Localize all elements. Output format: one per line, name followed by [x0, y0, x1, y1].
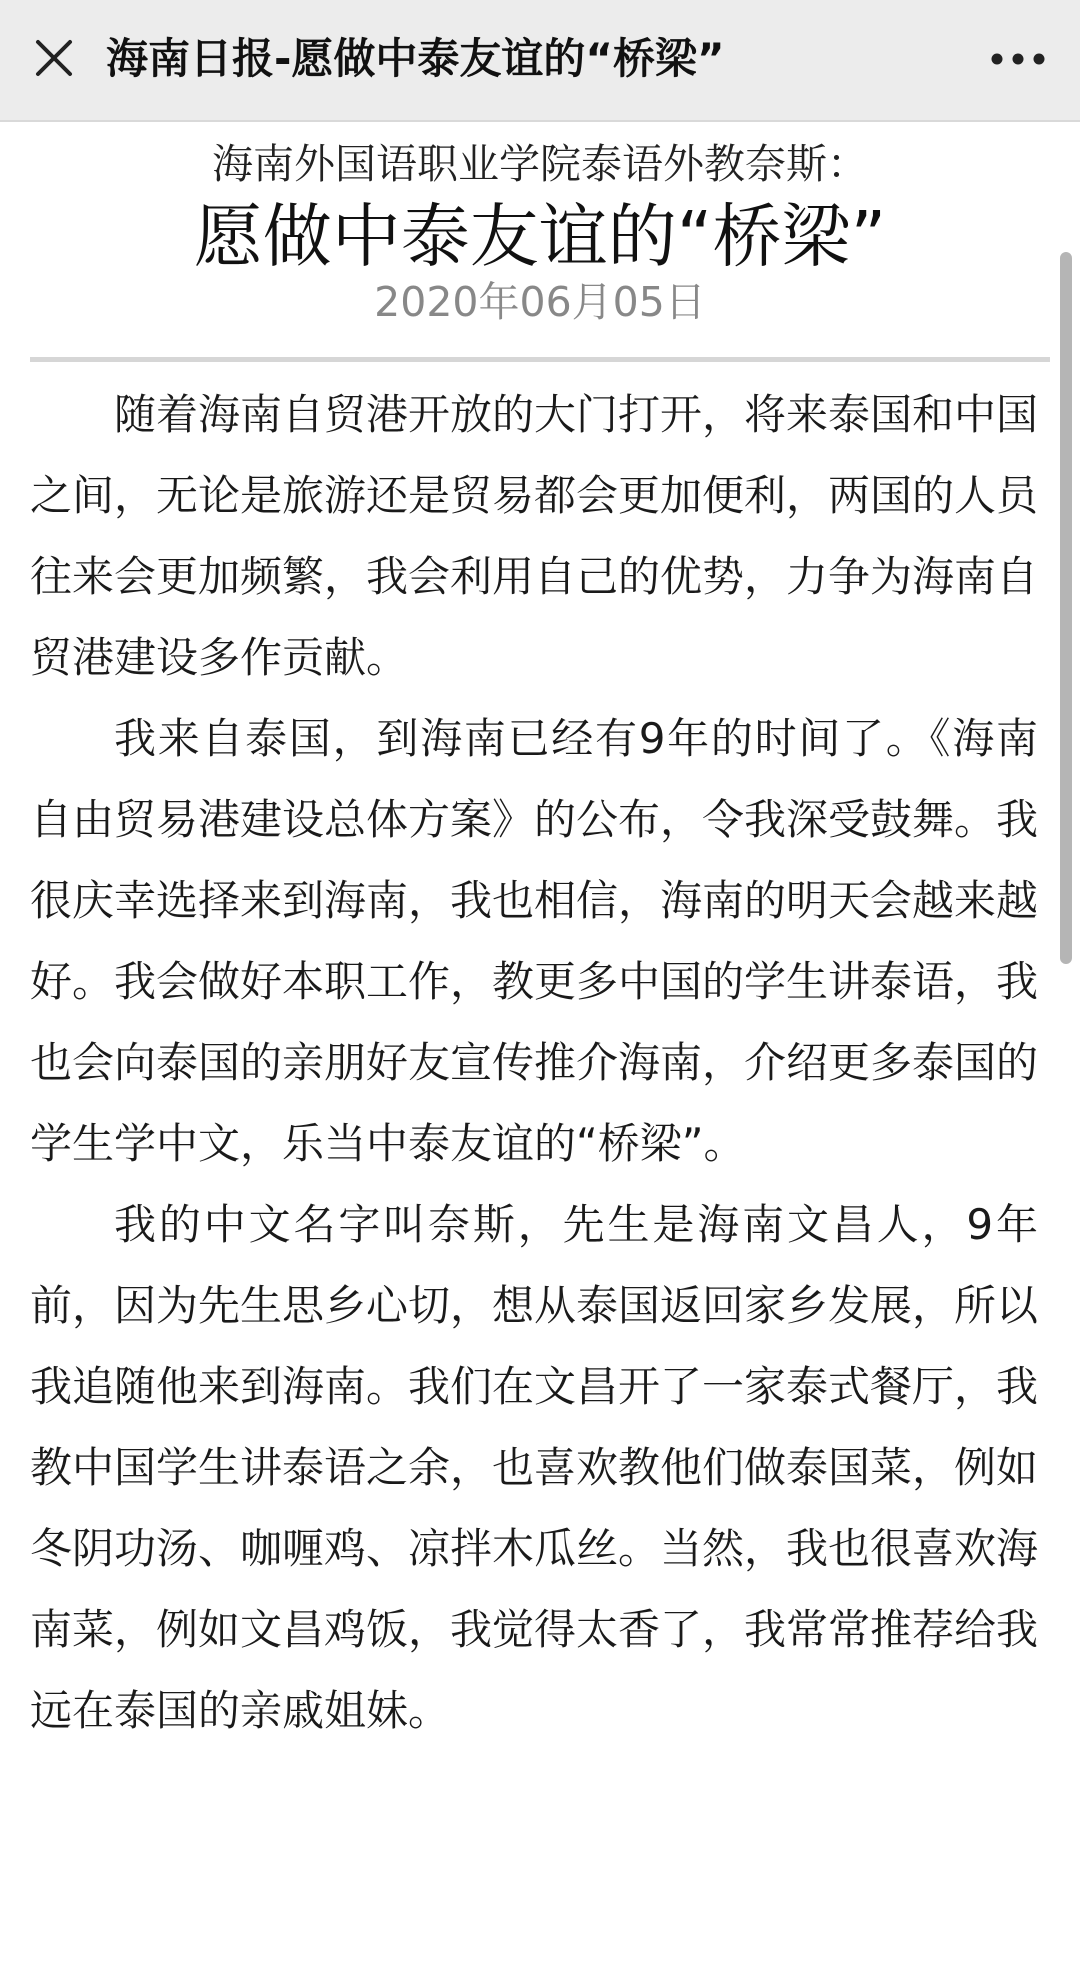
article-title: 愿做中泰友谊的“桥梁” — [193, 197, 887, 277]
header-divider — [30, 357, 1050, 362]
vertical-scrollbar[interactable] — [1060, 252, 1072, 964]
top-navigation-bar — [0, 0, 1080, 122]
article-paragraph: 我的中文名字叫奈斯，先生是海南文昌人，9年前，因为先生思乡心切，想从泰国返回家乡发展，所以我追随他来到海南。我们在文昌开了一家泰式餐厅，我教中国学生讲泰语之余，也喜欢教他们做泰国菜，例如冬阴功汤、咖喱鸡、凉拌木瓜丝。当然，我也很喜欢海南菜，例如文昌鸡饭，我觉得太香了，我常常推荐给我远在泰国的亲戚姐妹。 — [30, 1200, 1039, 1735]
article-paragraph: 随着海南自贸港开放的大门打开，将来泰国和中国之间，无论是旅游还是贸易都会更加便利，两国的人员往来会更加频繁，我会利用自己的优势，力争为海南自贸港建设多作贡献。 — [30, 390, 1039, 682]
article-subtitle: 海南外国语职业学院泰语外教奈斯： — [212, 140, 868, 188]
close-button[interactable] — [28, 32, 80, 84]
more-horizontal-icon — [990, 52, 1046, 66]
close-icon — [34, 38, 74, 78]
article-date: 2020年06月05日 — [374, 278, 706, 326]
article-body — [30, 374, 1038, 1751]
page-title: 海南日报-愿做中泰友谊的“桥梁” — [106, 34, 725, 83]
article-content-area[interactable] — [0, 122, 1080, 1971]
article-paragraph: 我来自泰国，到海南已经有9年的时间了。《海南自由贸易港建设总体方案》的公布，令我深受鼓舞。我很庆幸选择来到海南，我也相信，海南的明天会越来越好。我会做好本职工作，教更多中国的学生讲泰语，我也会向泰国的亲朋好友宣传推介海南，介绍更多泰国的学生学中文，乐当中泰友谊的“桥梁”。 — [30, 714, 1039, 1168]
more-options-button[interactable] — [982, 34, 1054, 84]
article-header — [30, 136, 1050, 328]
